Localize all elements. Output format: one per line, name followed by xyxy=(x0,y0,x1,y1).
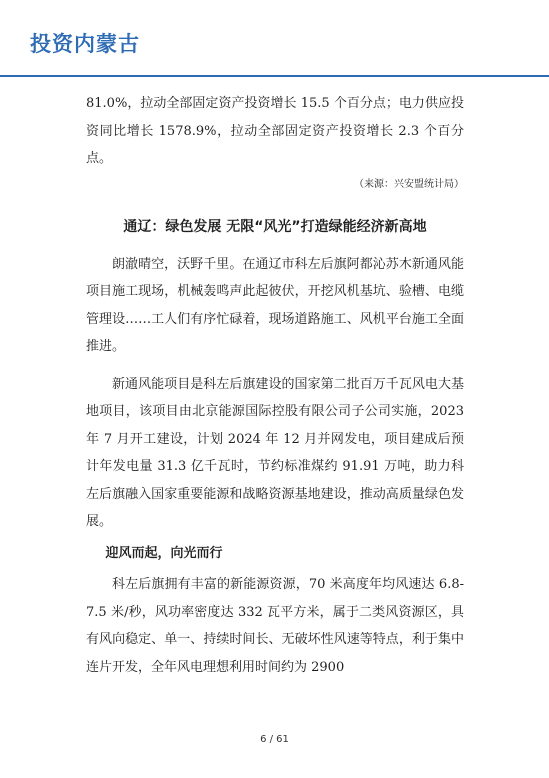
paragraph-construction-site: 朗澈晴空，沃野千里。在通辽市科左后旗阿都沁苏木新通风能项目施工现场，机械轰鸣声此起彼伏，开挖风机基坑、验槽、电缆管理设……工人们有序忙碌着，现场道路施工、风机平台施工全面推进。 xyxy=(86,256,464,354)
paragraph-project-details: 新通风能项目是科左后旗建设的国家第二批百万千瓦风电大基地项目，该项目由北京能源国际控股有限公司子公司实施，2023 年 7 月开工建设，计划 2024 年 12 月并网发电，项目建成后预计年发电量 31.3 亿千瓦时，节约标准煤约 91.91 万吨，助力科左后旗融入国家重要能源和战略资源基地建设，推动高质量绿色发展。 xyxy=(86,376,464,529)
source-note: （来源：兴安盟统计局） xyxy=(354,178,464,190)
header-divider xyxy=(0,75,549,77)
document-header-title: 投资内蒙古 xyxy=(30,32,140,56)
paragraph-gap xyxy=(86,361,464,371)
section-title: 通辽：绿色发展 无限“风光”打造绿能经济新高地 xyxy=(123,218,427,235)
paragraph-investment-stats: 81.0%，拉动全部固定资产投资增长 15.5 个百分点；电力供应投资同比增长 1578.9%，拉动全部固定资产投资增长 2.3 个百分点。 xyxy=(86,96,464,166)
paragraph-wind-resources: 科左后旗拥有丰富的新能源资源，70 米高度年均风速达 6.8-7.5 米/秒，风功率密度达 332 瓦平方米，属于二类风资源区，具有风向稳定、单一、持续时间长、无破坏性风速等特点，利于集中连片开发，全年风电理想利用时间约为 2900 xyxy=(86,577,464,675)
sub-section-title: 迎风而起，向光而行 xyxy=(105,545,223,561)
document-body xyxy=(86,90,464,681)
page-number: 6 / 61 xyxy=(260,734,289,745)
